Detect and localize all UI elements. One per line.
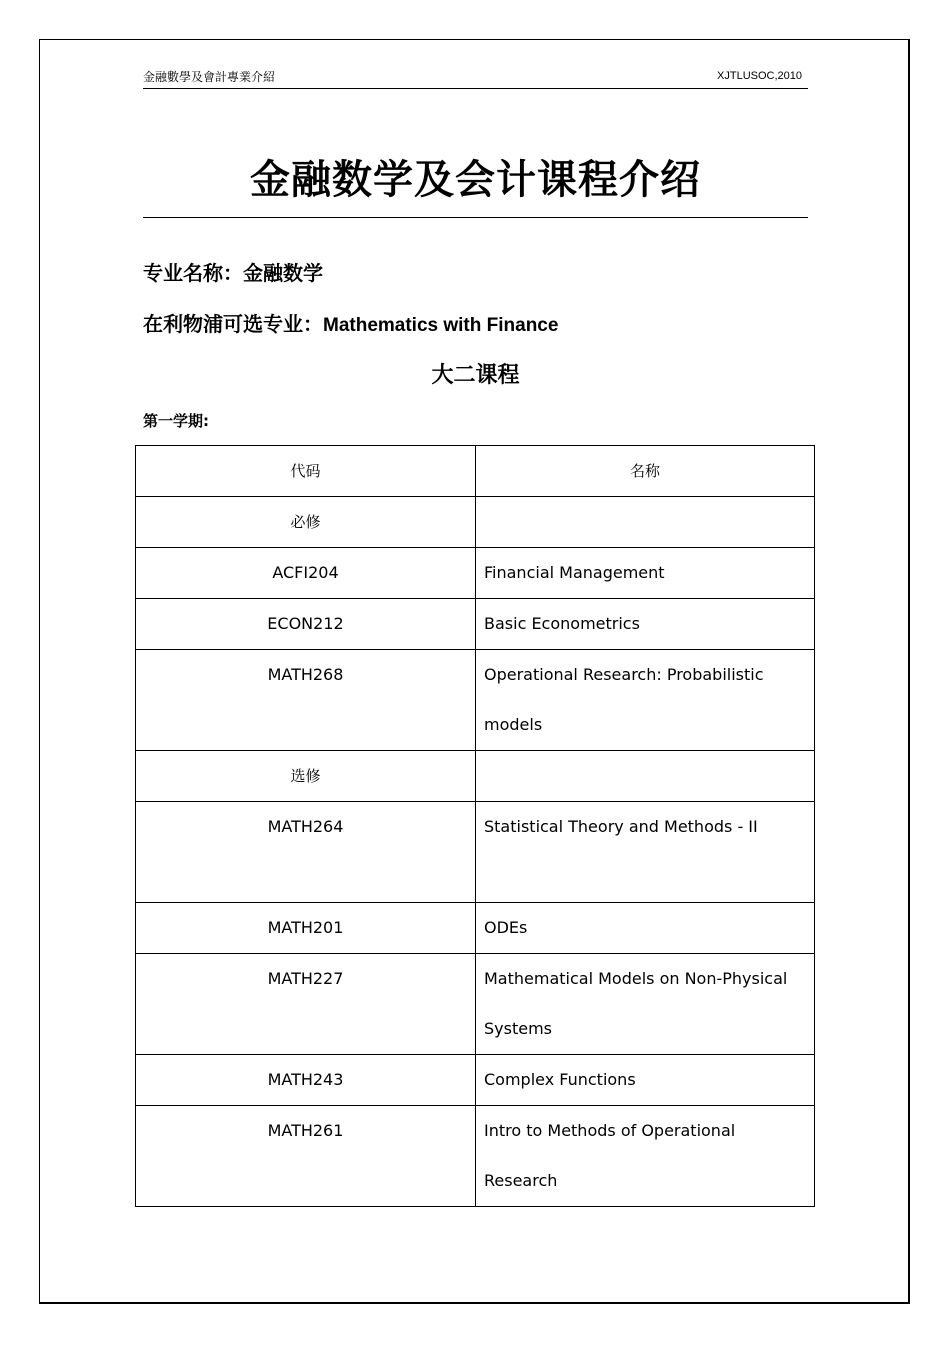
course-name: Complex Functions — [476, 1055, 815, 1106]
course-name — [476, 751, 815, 802]
section-label-elective: 选修 — [136, 751, 476, 802]
course-name: ODEs — [476, 903, 815, 954]
document-title: 金融数学及会计课程介绍 — [250, 156, 701, 203]
section-label-required: 必修 — [136, 497, 476, 548]
header-title: 金融數學及會計專業介紹 — [143, 70, 276, 84]
table-row — [136, 548, 815, 599]
semester-heading: 第一学期: — [143, 412, 209, 430]
major-value: 金融数学 — [243, 261, 323, 285]
page-header — [143, 68, 808, 89]
table-row — [136, 650, 815, 751]
table-row — [136, 954, 815, 1055]
column-header-code: 代码 — [136, 446, 476, 497]
course-name — [476, 497, 815, 548]
course-name: Financial Management — [476, 548, 815, 599]
course-name: Intro to Methods of Operational Research — [476, 1106, 815, 1207]
course-table — [135, 445, 815, 1207]
header-code: XJTLUSOC,2010 — [717, 70, 802, 82]
course-name: Operational Research: Probabilistic models — [476, 650, 815, 751]
major-name-line — [143, 257, 323, 286]
title-divider — [143, 217, 808, 218]
table-row — [136, 751, 815, 802]
course-code: MATH227 — [136, 954, 476, 1055]
course-code: MATH264 — [136, 802, 476, 903]
course-code: ACFI204 — [136, 548, 476, 599]
course-code: MATH261 — [136, 1106, 476, 1207]
course-name: Mathematical Models on Non-Physical Systems — [476, 954, 815, 1055]
liverpool-value: Mathematics with Finance — [323, 315, 559, 336]
table-row — [136, 497, 815, 548]
course-name: Statistical Theory and Methods - II — [476, 802, 815, 903]
major-label: 专业名称： — [143, 261, 243, 285]
table-row — [136, 802, 815, 903]
course-code: MATH243 — [136, 1055, 476, 1106]
table-header-row — [136, 446, 815, 497]
liverpool-major-line — [143, 308, 558, 337]
course-code: MATH201 — [136, 903, 476, 954]
course-code: ECON212 — [136, 599, 476, 650]
course-code: MATH268 — [136, 650, 476, 751]
table-row — [136, 1106, 815, 1207]
column-header-name: 名称 — [476, 446, 815, 497]
course-name: Basic Econometrics — [476, 599, 815, 650]
year-heading: 大二课程 — [431, 363, 520, 388]
table-row — [136, 599, 815, 650]
table-row — [136, 903, 815, 954]
liverpool-label: 在利物浦可选专业： — [143, 312, 323, 336]
table-row — [136, 1055, 815, 1106]
